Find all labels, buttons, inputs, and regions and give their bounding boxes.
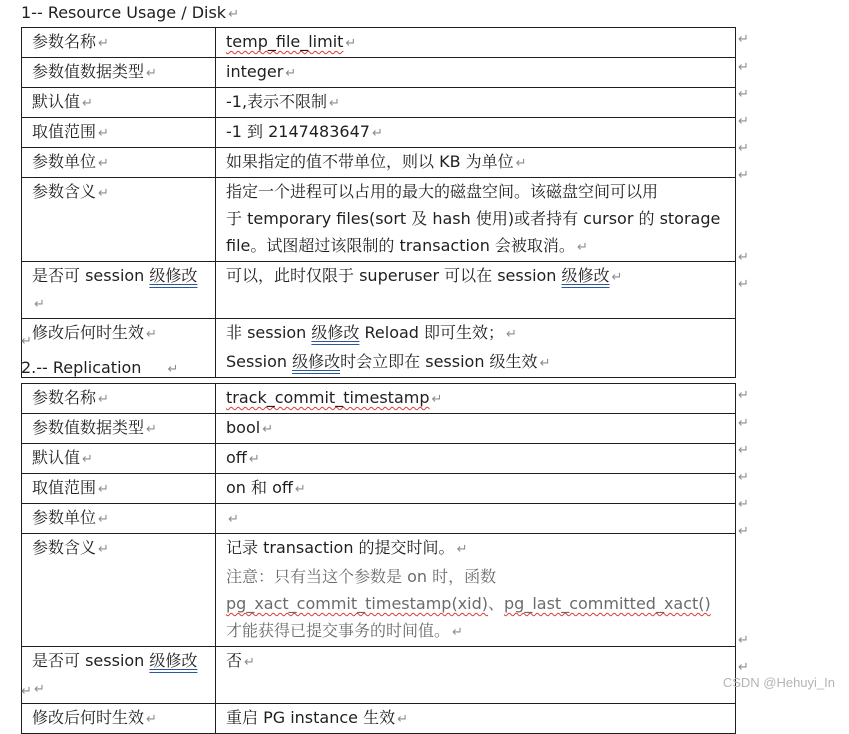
section-1-title: 1-- Resource Usage / Disk ↵ <box>21 3 239 22</box>
row-value-default: -1,表示不限制 ↵ <box>216 88 736 118</box>
row-value-session: 可以，此时仅限于 superuser 可以在 session 级修改 ↵ <box>216 262 736 319</box>
row-value-default: off ↵ <box>216 444 736 474</box>
section-2-title: 2.-- Replication ↵ <box>21 358 179 377</box>
row-label-range: 取值范围 ↵ <box>22 474 216 504</box>
table-row <box>22 647 736 704</box>
table-row <box>22 444 736 474</box>
row-label-effect: 修改后何时生效 ↵ <box>22 319 216 378</box>
table-row <box>22 262 736 319</box>
table-row <box>22 414 736 444</box>
table-row <box>22 148 736 178</box>
row-label-session: 是否可 session 级修改↵ <box>22 262 216 319</box>
table-row <box>22 118 736 148</box>
row-label-default: 默认值 ↵ <box>22 88 216 118</box>
table-row <box>22 178 736 262</box>
table-row <box>22 534 736 647</box>
table-row <box>22 58 736 88</box>
watermark: CSDN @Hehuyi_In <box>722 675 835 690</box>
row-label-name: 参数名称 ↵ <box>22 28 216 58</box>
table-row <box>22 474 736 504</box>
row-value-unit: 如果指定的值不带单位，则以 KB 为单位 ↵ <box>216 148 736 178</box>
row-label-unit: 参数单位 ↵ <box>22 148 216 178</box>
row-label-default: 默认值 ↵ <box>22 444 216 474</box>
row-label-range: 取值范围 ↵ <box>22 118 216 148</box>
row-label-effect: 修改后何时生效 ↵ <box>22 704 216 734</box>
row-value-type: bool ↵ <box>216 414 736 444</box>
row-label-meaning: 参数含义 ↵ <box>22 178 216 262</box>
row-value-session: 否 ↵ <box>216 647 736 704</box>
row-value-range: on 和 off ↵ <box>216 474 736 504</box>
row-value-name: temp_file_limit ↵ <box>216 28 736 58</box>
row-label-type: 参数值数据类型 ↵ <box>22 58 216 88</box>
row-label-unit: 参数单位 ↵ <box>22 504 216 534</box>
row-value-range: -1 到 2147483647 ↵ <box>216 118 736 148</box>
table-row <box>22 384 736 414</box>
row-value-name: track_commit_timestamp ↵ <box>216 384 736 414</box>
row-label-name: 参数名称 ↵ <box>22 384 216 414</box>
row-value-type: integer ↵ <box>216 58 736 88</box>
row-value-effect: 重启 PG instance 生效 ↵ <box>216 704 736 734</box>
table-row <box>22 28 736 58</box>
row-value-effect: 非 session 级修改 Reload 即可生效； ↵ Session 级修改时会立即在 session 级生效 ↵ <box>216 319 736 378</box>
parameter-table-2 <box>21 383 736 734</box>
row-label-meaning: 参数含义 ↵ <box>22 534 216 647</box>
parameter-table-1 <box>21 27 736 378</box>
table-row <box>22 704 736 734</box>
row-value-unit: ↵ <box>216 504 736 534</box>
row-value-meaning: 记录 transaction 的提交时间。 ↵ 注意：只有当这个参数是 on 时，函数 pg_xact_commit_timestamp(xid)、pg_last_committed_xact() 才能获得已提交事务的时间值。 ↵ <box>216 534 736 647</box>
row-label-session: 是否可 session 级修改↵ <box>22 647 216 704</box>
row-label-type: 参数值数据类型 ↵ <box>22 414 216 444</box>
table-row <box>22 88 736 118</box>
row-value-meaning: 指定一个进程可以占用的最大的磁盘空间。该磁盘空间可以用 于 temporary files(sort 及 hash 使用)或者持有 cursor 的 storage file。试图超过该限制的 transaction 会被取消。 ↵ <box>216 178 736 262</box>
table-row <box>22 504 736 534</box>
